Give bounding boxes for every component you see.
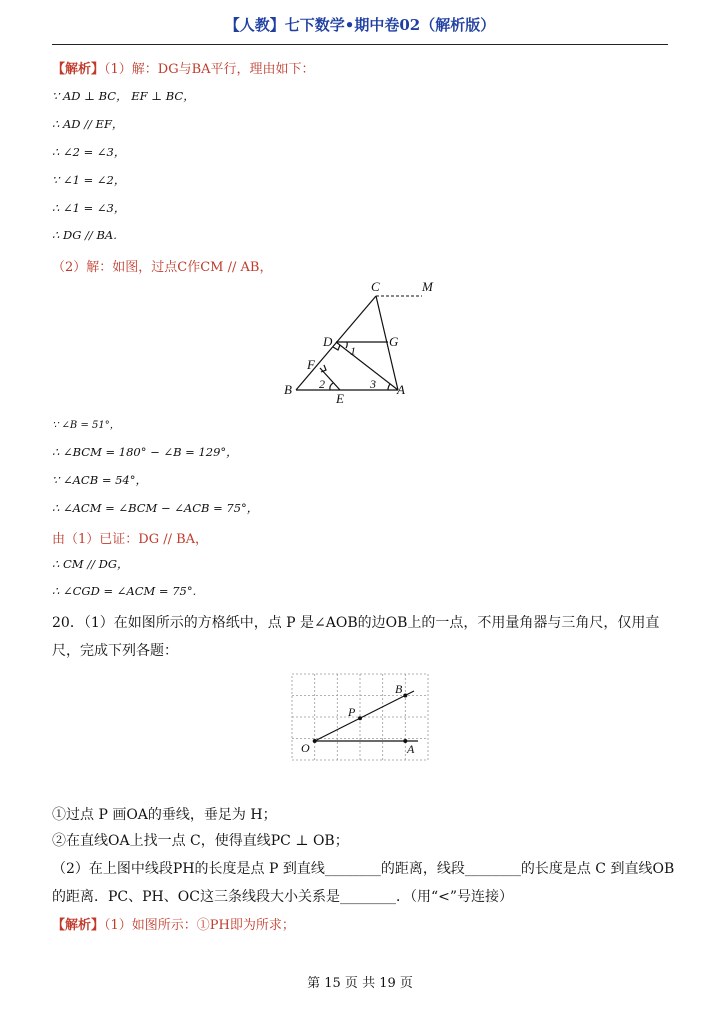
question20-part2-line1: （2）在上图中线段PH的长度是点 P 到直线________的距离，线段________的长度是点 C 到直线OB	[52, 861, 675, 877]
point-b	[403, 694, 407, 698]
label-a: A	[397, 382, 405, 397]
solution2-conclude-1: ∴ CM // DG，	[52, 557, 129, 571]
label-c: C	[371, 279, 380, 294]
label-m: M	[422, 279, 433, 294]
answer-text: （1）如图所示：①PH即为所求；	[104, 918, 295, 933]
solution2-conclude-2: ∴ ∠CGD = ∠ACM = 75°.	[52, 584, 197, 598]
side-cb	[296, 296, 376, 390]
solution1-step-3: ∴ ∠2 = ∠3，	[52, 145, 126, 159]
label-f: F	[307, 357, 315, 372]
right-angle-f	[321, 365, 326, 372]
label-o: O	[301, 741, 310, 755]
point-o	[313, 739, 317, 743]
solution1-intro: （1）解：DG与BA平行，理由如下：	[104, 62, 315, 77]
question20-line1: 20．（1）在如图所示的方格纸中，点 P 是∠AOB的边OB上的一点，不用量角器与三角尺，仅用直	[52, 615, 660, 631]
answer-line	[52, 914, 295, 933]
analysis-tag: 【解析】	[52, 62, 105, 77]
header-divider	[52, 44, 668, 45]
label-angle-3: 3	[370, 377, 376, 391]
label-g: G	[389, 334, 399, 349]
angle-1-arc	[346, 342, 347, 348]
ray-ob	[315, 691, 414, 741]
solution1-intro-line	[52, 58, 315, 77]
label-d: D	[323, 334, 333, 349]
solution1-step-4: ∵ ∠1 = ∠2，	[52, 173, 126, 187]
question20-part2-line2: 的距离．PC、PH、OC这三条线段大小关系是________．（用“<”号连接）	[52, 889, 513, 905]
answer-tag: 【解析】	[52, 918, 105, 933]
solution2-step-3: ∵ ∠ACB = 54°，	[52, 473, 147, 487]
solution1-part2: （2）解：如图，过点C作CM // AB，	[52, 260, 273, 275]
triangle-figure	[270, 276, 450, 406]
question20-line2: 尺，完成下列各题：	[52, 643, 178, 659]
solution1-step-5: ∴ ∠1 = ∠3，	[52, 201, 126, 215]
angle-3-arc	[388, 384, 390, 390]
label-angle-1: 1	[350, 344, 356, 358]
label-b2: B	[395, 682, 403, 696]
page-footer: 第 15 页 共 19 页	[307, 976, 413, 991]
grid-figure	[290, 672, 430, 764]
solution2-step-4: ∴ ∠ACM = ∠BCM − ∠ACB = 75°，	[52, 501, 259, 515]
question20-item-1: ①过点 P 画OA的垂线，垂足为 H；	[52, 807, 277, 823]
label-e: E	[336, 391, 344, 406]
label-a2: A	[407, 742, 415, 756]
point-p	[358, 716, 362, 720]
question20-item-2: ②在直线OA上找一点 C，使得直线PC ⊥ OB；	[52, 833, 349, 849]
solution1-step-1: ∵ AD ⊥ BC， EF ⊥ BC，	[52, 89, 195, 103]
solution2-step-2: ∴ ∠BCM = 180° − ∠B = 129°，	[52, 445, 238, 459]
page-header-title: 【人教】七下数学•期中卷02（解析版）	[224, 16, 496, 34]
label-p: P	[348, 705, 356, 719]
solution2-step-1: ∵ ∠B = 51°，	[52, 420, 120, 431]
label-b: B	[284, 382, 292, 397]
label-angle-2: 2	[319, 377, 325, 391]
solution2-proved: 由（1）已证：DG // BA，	[52, 532, 209, 547]
angle-2-arc	[330, 383, 333, 390]
solution1-step-2: ∴ AD // EF，	[52, 117, 124, 131]
solution1-step-6: ∴ DG // BA.	[52, 228, 117, 242]
